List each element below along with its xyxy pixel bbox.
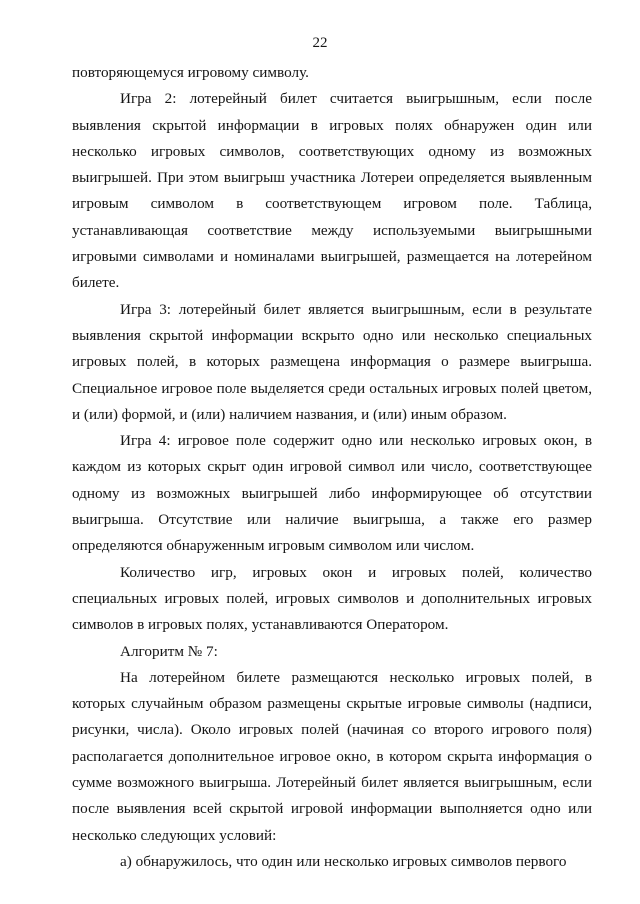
paragraph-game-2: Игра 2: лотерейный билет считается выигрышным, если после выявления скрытой информации в игровых полях обнаружен один или несколько игровых символов, соответствующих одному из возможных выигрышей. При этом выигрыш участника Лотереи определяется выявленным игровым символом в соответствующем игровом поле. Таблица, устанавливающая соответствие между используемыми выигрышными игровыми символами и номиналами выигрышей, размещается на лотерейном билете. xyxy=(72,90,592,292)
paragraph-game-3: Игра 3: лотерейный билет является выигрышным, если в результате выявления скрытой информации вскрыто одно или несколько специальных игровых полей, в которых размещена информация о размере выигрыша. Специальное игровое поле выделяется среди остальных игровых полей цветом, и (или) формой, и (или) наличием названия, и (или) иным образом. xyxy=(72,300,592,423)
paragraph-game-4: Игра 4: игровое поле содержит одно или несколько игровых окон, в каждом из которых скрыт один игровой символ или число, соответствующее одному из возможных выигрышей либо информирующее об отсутствии выигрыша. Отсутствие или наличие выигрыша, а также его размер определяются обнаруженным игровым символом или числом. xyxy=(72,432,592,555)
paragraph-continuation: повторяющемуся игровому символу. xyxy=(72,64,309,81)
document-body xyxy=(72,60,592,875)
page-number: 22 xyxy=(312,35,328,51)
paragraph-condition-a: а) обнаружилось, что один или несколько игровых символов первого xyxy=(120,852,567,870)
paragraph-quantities: Количество игр, игровых окон и игровых полей, количество специальных игровых полей, игровых символов и дополнительных игровых символов в игровых полях, устанавливаются Оператором. xyxy=(72,563,592,634)
paragraph-algorithm-7: На лотерейном билете размещаются несколько игровых полей, в которых случайным образом размещены скрытые игровые символы (надписи, рисунки, числа). Около игровых полей (начиная со второго игрового поля) располагается дополнительное игровое окно, в котором скрыта информация о сумме возможного выигрыша. Лотерейный билет является выигрышным, если после выявления всей скрытой игровой информации выполняется одно или несколько следующих условий: xyxy=(72,668,592,844)
algorithm-heading: Алгоритм № 7: xyxy=(120,642,218,660)
